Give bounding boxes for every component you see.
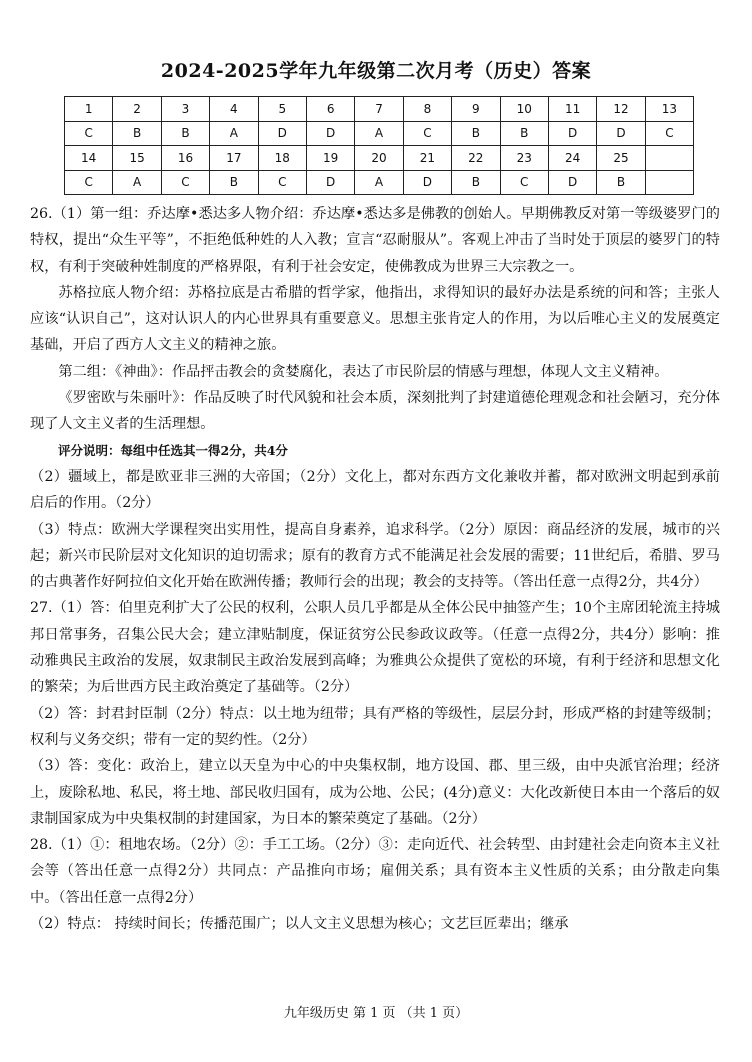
question-number-cell: 11 (548, 97, 596, 122)
answer-paragraph: 28.（1）①：租地农场。（2分）②：手工工场。（2分）③：走向近代、社会转型、由封建社会走向资本主义社会等（答出任意一点得2分）共同点：产品推向市场；雇佣关系；具有资本主义性质的关系；由分散走向集中。（答出任意一点得2分） (30, 837, 720, 906)
answer-cell: A (113, 170, 161, 195)
question-number-row (65, 146, 694, 171)
question-number-cell: 3 (161, 97, 209, 122)
question-number-cell: 10 (500, 97, 548, 122)
answer-cell: B (161, 121, 209, 146)
answer-cell: B (113, 121, 161, 146)
document-title: 2024-2025学年九年级第二次月考（历史）答案 (160, 60, 592, 82)
answer-cell: D (258, 121, 306, 146)
page-footer: 九年级历史 第 1 页 （共 1 页） (283, 1006, 469, 1021)
question-number-cell: 20 (355, 146, 403, 171)
answer-cell: C (161, 170, 209, 195)
answer-cell: C (500, 170, 548, 195)
question-number-cell: 24 (548, 146, 596, 171)
answer-cell: D (597, 121, 645, 146)
answer-letter-row (65, 121, 694, 146)
answer-paragraph: 第二组：《神曲》：作品抨击教会的贪婪腐化，表达了市民阶层的情感与理想，体现人文主义精神。 (58, 363, 669, 380)
question-number-cell (645, 146, 693, 171)
answer-cell: D (306, 121, 354, 146)
question-number-row (65, 97, 694, 122)
question-number-cell: 6 (306, 97, 354, 122)
answer-cell: D (548, 121, 596, 146)
answer-paragraph: 《罗密欧与朱丽叶》：作品反映了时代风貌和社会本质，深刻批判了封建道德伦理观念和社会陋习，充分体现了人文主义者的生活理想。 (30, 390, 720, 433)
answer-paragraph: （2）特点： 持续时间长；传播范围广；以人文主义思想为核心；文艺巨匠辈出；继承 (30, 916, 569, 933)
answer-cell: D (306, 170, 354, 195)
question-number-cell: 17 (210, 146, 258, 171)
answer-paragraph: （2）答：封君封臣制（2分）特点：以土地为纽带；具有严格的等级性，层层分封，形成严格的封建等级制；权利与义务交织；带有一定的契约性。（2分） (30, 705, 720, 748)
question-number-cell: 18 (258, 146, 306, 171)
answer-cell: B (500, 121, 548, 146)
answer-cell: C (403, 121, 451, 146)
question-number-cell: 22 (452, 146, 500, 171)
answer-paragraph: （3）特点：欧洲大学课程突出实用性，提高自身素养，追求科学。（2分）原因：商品经济的发展，城市的兴起；新兴市民阶层对文化知识的迫切需求；原有的教育方式不能满足社会发展的需要；11世纪后，希腊、罗马的古典著作好阿拉伯文化开始在欧洲传播；教师行会的出现；教会的支持等。（答出任意一点得2分，共4分） (30, 521, 720, 591)
answer-paragraph: （2）疆域上，都是欧亚非三洲的大帝国；（2分）文化上，都对东西方文化兼收并蓄，都对欧洲文明起到承前启后的作用。（2分） (30, 468, 720, 512)
question-number-cell: 4 (210, 97, 258, 122)
question-number-cell: 12 (597, 97, 645, 122)
answer-table (64, 96, 694, 195)
answer-cell: B (452, 121, 500, 146)
question-number-cell: 14 (65, 146, 113, 171)
answer-body (30, 201, 720, 937)
question-number-cell: 7 (355, 97, 403, 122)
answer-cell (645, 170, 693, 195)
answer-paragraph: 苏格拉底人物介绍：苏格拉底是古希腊的哲学家，他指出，求得知识的最好办法是系统的问和答；主张人应该“认识自己”，这对认识人的内心世界具有重要意义。思想主张肯定人的作用，为以后唯心主义的发展奠定基础，开启了西方人文主义的精神之旅。 (30, 284, 720, 354)
scoring-note: 评分说明：每组中任选其一得2分，共4分 (58, 442, 288, 458)
answer-cell: A (355, 170, 403, 195)
question-number-cell: 1 (65, 97, 113, 122)
answer-cell: C (65, 121, 113, 146)
answer-paragraph: （3）答：变化：政治上，建立以天皇为中心的中央集权制，地方设国、郡、里三级，由中央派官治理；经济上，废除私地、私民，将土地、部民收归国有，成为公地、公民；(4分)意义：大化改新使日本由一个落后的奴隶制国家成为中央集权制的封建国家，为日本的繁荣奠定了基础。（2分） (30, 758, 720, 827)
answer-paragraph: 27.（1）答：伯里克利扩大了公民的权利，公职人员几乎都是从全体公民中抽签产生；10个主席团轮流主持城邦日常事务，召集公民大会；建立津贴制度，保证贫穷公民参政议政等。（任意一点得2分，共4分）影响：推动雅典民主政治的发展，奴隶制民主政治发展到高峰；为雅典公众提供了宽松的环境，有利于经济和思想文化的繁荣；为后世西方民主政治奠定了基础等。（2分） (30, 600, 720, 696)
question-number-cell: 23 (500, 146, 548, 171)
question-number-cell: 19 (306, 146, 354, 171)
answer-cell: B (597, 170, 645, 195)
question-number-cell: 13 (645, 97, 693, 122)
answer-cell: B (210, 170, 258, 195)
answer-cell: A (210, 121, 258, 146)
answer-paragraph: 26.（1）第一组：乔达摩•悉达多人物介绍：乔达摩•悉达多是佛教的创始人。早期佛教反对第一等级婆罗门的特权，提出“众生平等”，不拒绝低种姓的人入教；宣言“忍耐服从”。客观上冲击了当时处于顶层的婆罗门的特权，有利于突破种姓制度的严格界限，有利于社会安定，使佛教成为世界三大宗教之一。 (30, 206, 720, 275)
question-number-cell: 15 (113, 146, 161, 171)
answer-cell: D (403, 170, 451, 195)
answer-cell: C (258, 170, 306, 195)
answer-cell: B (452, 170, 500, 195)
question-number-cell: 2 (113, 97, 161, 122)
question-number-cell: 5 (258, 97, 306, 122)
answer-letter-row (65, 170, 694, 195)
question-number-cell: 16 (161, 146, 209, 171)
answer-cell: D (548, 170, 596, 195)
question-number-cell: 21 (403, 146, 451, 171)
question-number-cell: 9 (452, 97, 500, 122)
answer-cell: C (65, 170, 113, 195)
question-number-cell: 25 (597, 146, 645, 171)
answer-cell: C (645, 121, 693, 146)
answer-cell: A (355, 121, 403, 146)
question-number-cell: 8 (403, 97, 451, 122)
